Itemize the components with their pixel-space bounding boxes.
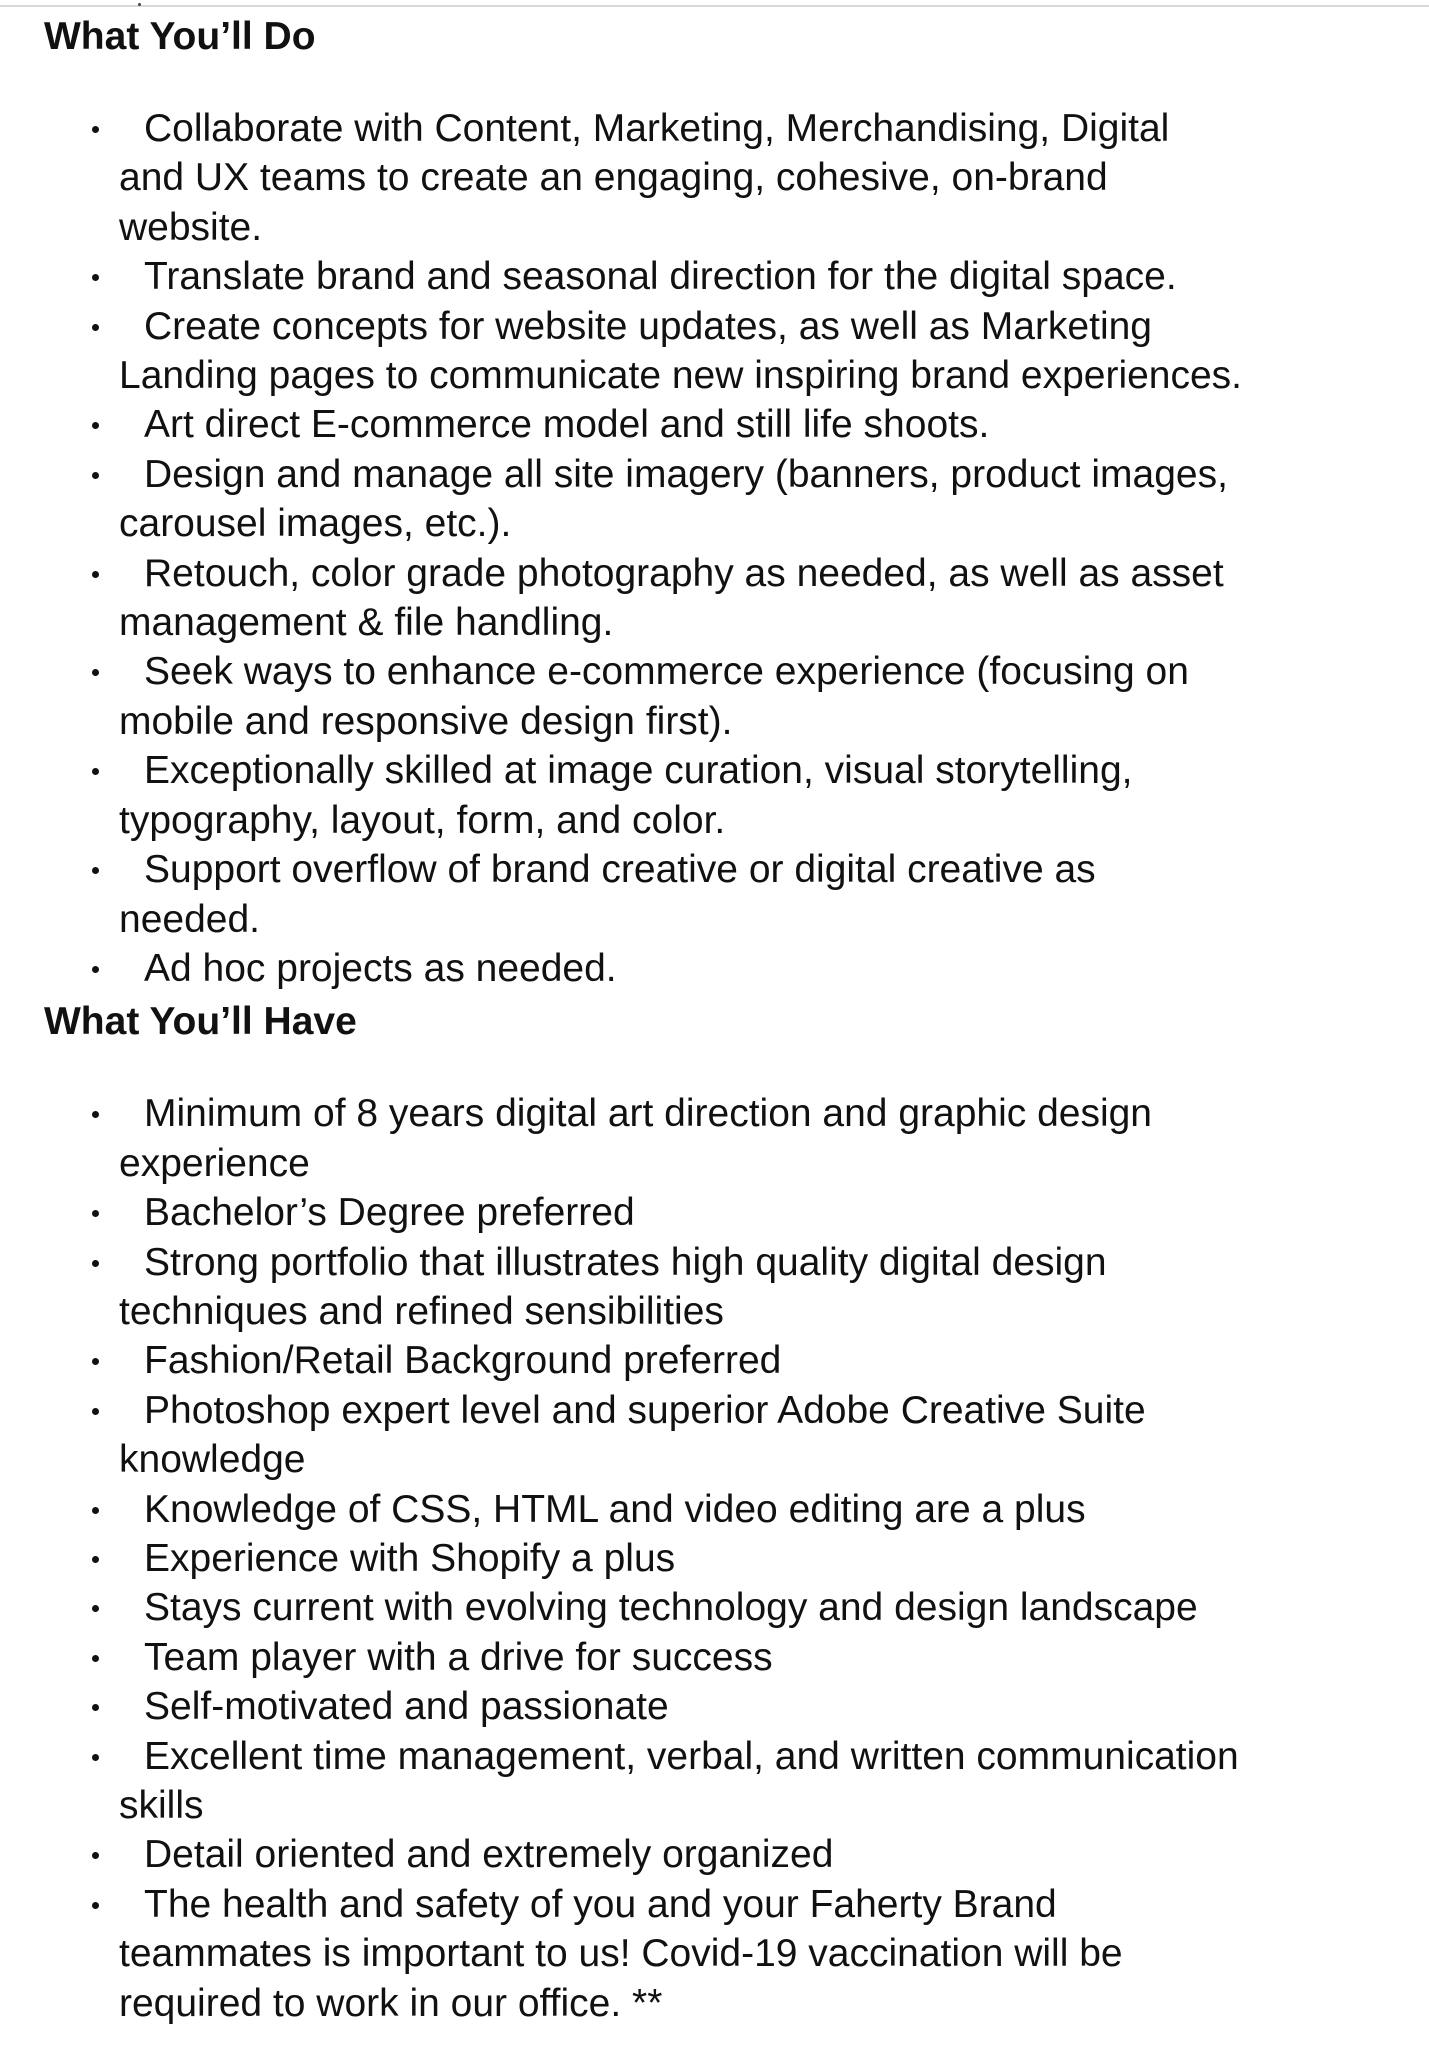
list-item: Excellent time management, verbal, and written communication skills bbox=[44, 1732, 1414, 1831]
list-item: Strong portfolio that illustrates high quality digital design techniques and refined sensibilities bbox=[44, 1238, 1414, 1337]
list-item: Stays current with evolving technology and design landscape bbox=[44, 1583, 1414, 1632]
list-item: Collaborate with Content, Marketing, Merchandising, Digital and UX teams to create an engaging, cohesive, on-brand website. bbox=[44, 104, 1414, 252]
list-item: Minimum of 8 years digital art direction and graphic design experience bbox=[44, 1089, 1414, 1188]
list-what-youll-have bbox=[44, 1089, 1414, 2028]
bullet-icon bbox=[92, 1754, 99, 1761]
clipped-text-fragment bbox=[138, 3, 141, 6]
list-item: Retouch, color grade photography as needed, as well as asset management & file handling. bbox=[44, 549, 1414, 648]
list-item: Detail oriented and extremely organized bbox=[44, 1830, 1414, 1879]
list-item: Ad hoc projects as needed. bbox=[44, 944, 1414, 993]
list-what-youll-do bbox=[44, 104, 1414, 993]
bullet-icon bbox=[92, 472, 99, 479]
list-item: Experience with Shopify a plus bbox=[44, 1534, 1414, 1583]
list-item: Knowledge of CSS, HTML and video editing are a plus bbox=[44, 1485, 1414, 1534]
list-item: The health and safety of you and your Faherty Brand teammates is important to us! Covid-19 vaccination will be required to work in our office. ** bbox=[44, 1880, 1414, 2028]
list-item: Bachelor’s Degree preferred bbox=[44, 1188, 1414, 1237]
list-item: Photoshop expert level and superior Adobe Creative Suite knowledge bbox=[44, 1386, 1414, 1485]
bullet-icon bbox=[92, 126, 99, 133]
job-description bbox=[44, 8, 1414, 2028]
bullet-icon bbox=[92, 1655, 99, 1662]
list-item: Art direct E-commerce model and still life shoots. bbox=[44, 400, 1414, 449]
bullet-icon bbox=[92, 1556, 99, 1563]
list-item: Fashion/Retail Background preferred bbox=[44, 1336, 1414, 1385]
bullet-icon bbox=[92, 324, 99, 331]
list-item: Translate brand and seasonal direction for the digital space. bbox=[44, 252, 1414, 301]
bullet-icon bbox=[92, 1408, 99, 1415]
list-item: Create concepts for website updates, as well as Marketing Landing pages to communicate new inspiring brand experiences. bbox=[44, 302, 1414, 401]
bullet-icon bbox=[92, 571, 99, 578]
bullet-icon bbox=[92, 1260, 99, 1267]
bullet-icon bbox=[92, 966, 99, 973]
list-item: Support overflow of brand creative or digital creative as needed. bbox=[44, 845, 1414, 944]
list-item: Exceptionally skilled at image curation, visual storytelling, typography, layout, form, and color. bbox=[44, 746, 1414, 845]
section-heading-what-youll-do: What You’ll Do bbox=[44, 15, 316, 58]
list-item: Seek ways to enhance e-commerce experience (focusing on mobile and responsive design first). bbox=[44, 647, 1414, 746]
bullet-icon bbox=[92, 1902, 99, 1909]
list-item: Team player with a drive for success bbox=[44, 1633, 1414, 1682]
top-divider bbox=[0, 5, 1429, 7]
bullet-icon bbox=[92, 1507, 99, 1514]
section-heading-what-youll-have: What You’ll Have bbox=[44, 1000, 357, 1044]
list-item: Design and manage all site imagery (banners, product images, carousel images, etc.). bbox=[44, 450, 1414, 549]
list-item: Self-motivated and passionate bbox=[44, 1682, 1414, 1731]
